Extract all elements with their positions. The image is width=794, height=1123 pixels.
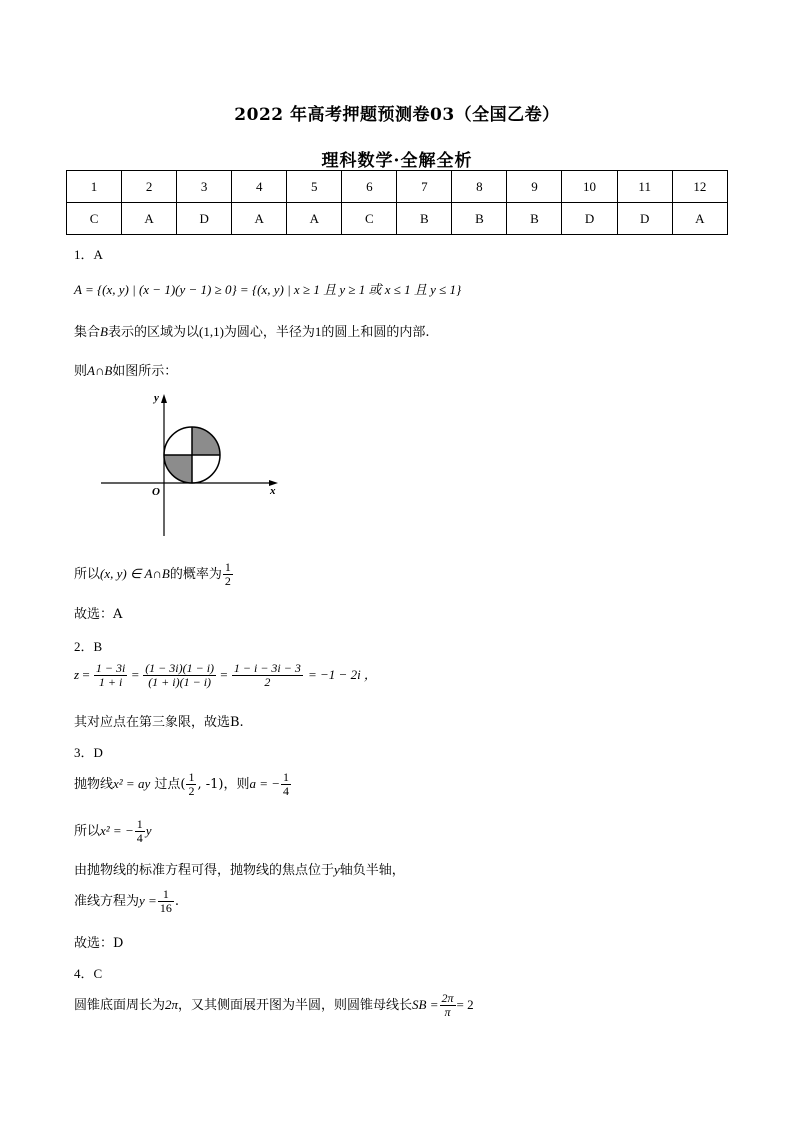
answer-table-answer-cell: C <box>342 203 397 235</box>
q2-label: 2．B <box>74 639 103 654</box>
axis-label-x: x <box>270 485 276 497</box>
page-subtitle: 理科数学·全解全析 <box>321 151 473 171</box>
answer-table-answer-cell: D <box>562 203 617 235</box>
answer-table-answer-cell: B <box>452 203 507 235</box>
q3-line-1: 抛物线x² = ay 过点( $\frac{1}{2}$ , -1)，则a = − $\frac{1}{4}$ <box>74 770 290 798</box>
answer-table-number-cell: 10 <box>562 171 617 203</box>
q2-equation: z = $\frac{1 - 3i}{1 + i}$ = $\frac{(1 - 3i)(1 - i)}{(1 + i)(1 - i)}$ = $\frac{1 - i - 3i - 3}{2}$ = −1 − 2i ， <box>74 661 377 689</box>
q1-set-a: A = {(x, y) | (x − 1)(y − 1) ≥ 0} = {(x, y) | x ≥ 1 且 y ≥ 1 或 x ≤ 1 且 y ≤ 1} <box>74 282 462 297</box>
y-axis-arrow <box>161 394 167 403</box>
answer-table-number-cell: 6 <box>342 171 397 203</box>
answer-table-answer-cell: B <box>397 203 452 235</box>
answer-table-numbers-row <box>67 171 728 203</box>
answer-table-answer-cell: C <box>67 203 122 235</box>
q4-line-1: 圆锥底面周长为2π，又其侧面展开图为半圆，则圆锥母线长SB = $\frac{2\pi}{\pi}$ = 2 <box>74 991 474 1019</box>
answer-table-number-cell: 1 <box>67 171 122 203</box>
q1-conclusion: 故选：A <box>74 607 123 622</box>
answer-table-number-cell: 7 <box>397 171 452 203</box>
answer-table-number-cell: 3 <box>177 171 232 203</box>
answer-table-number-cell: 12 <box>672 171 727 203</box>
axis-label-y: y <box>154 392 159 404</box>
q1-region-figure <box>96 386 286 541</box>
answer-table-answer-cell: A <box>122 203 177 235</box>
answer-table-answer-cell: A <box>672 203 727 235</box>
q1-label: 1．A <box>74 247 103 262</box>
q3-line-3: 由抛物线的标准方程可得，抛物线的焦点位于y轴负半轴， <box>74 862 405 878</box>
answer-table-answer-cell: D <box>177 203 232 235</box>
answer-table-number-cell: 5 <box>287 171 342 203</box>
prob-fraction: $\frac{1}{2}$ <box>224 560 231 588</box>
page-title: 2022 年高考押题预测卷03（全国乙卷） <box>234 105 560 125</box>
answer-table-answer-cell: B <box>507 203 562 235</box>
q3-line-4: 准线方程为y = $\frac{1}{16}$ . <box>74 887 179 915</box>
q1-set-b-desc: 集合B表示的区域为以(1,1)为圆心，半径为1的圆上和圆的内部. <box>74 324 430 340</box>
answer-table-number-cell: 8 <box>452 171 507 203</box>
answer-table-number-cell: 9 <box>507 171 562 203</box>
answer-table-number-cell: 11 <box>617 171 672 203</box>
q1-figure-intro: 则A∩B如图所示： <box>74 363 178 379</box>
answer-table-answers-row <box>67 203 728 235</box>
q3-line-2: 所以x² = − $\frac{1}{4}$ y <box>74 817 152 845</box>
answer-table-answer-cell: A <box>287 203 342 235</box>
answer-table <box>66 170 728 235</box>
origin-label: O <box>152 486 160 498</box>
q2-conclusion: 其对应点在第三象限，故选B. <box>74 715 244 730</box>
answer-table-answer-cell: D <box>617 203 672 235</box>
q1-probability: 所以(x, y) ∈ A∩B的概率为 $\frac{1}{2}$ <box>74 560 231 588</box>
answer-table-number-cell: 2 <box>122 171 177 203</box>
answer-table-answer-cell: A <box>232 203 287 235</box>
q3-label: 3．D <box>74 745 103 760</box>
q3-conclusion: 故选：D <box>74 936 124 951</box>
q4-label: 4．C <box>74 966 103 981</box>
answer-table-number-cell: 4 <box>232 171 287 203</box>
